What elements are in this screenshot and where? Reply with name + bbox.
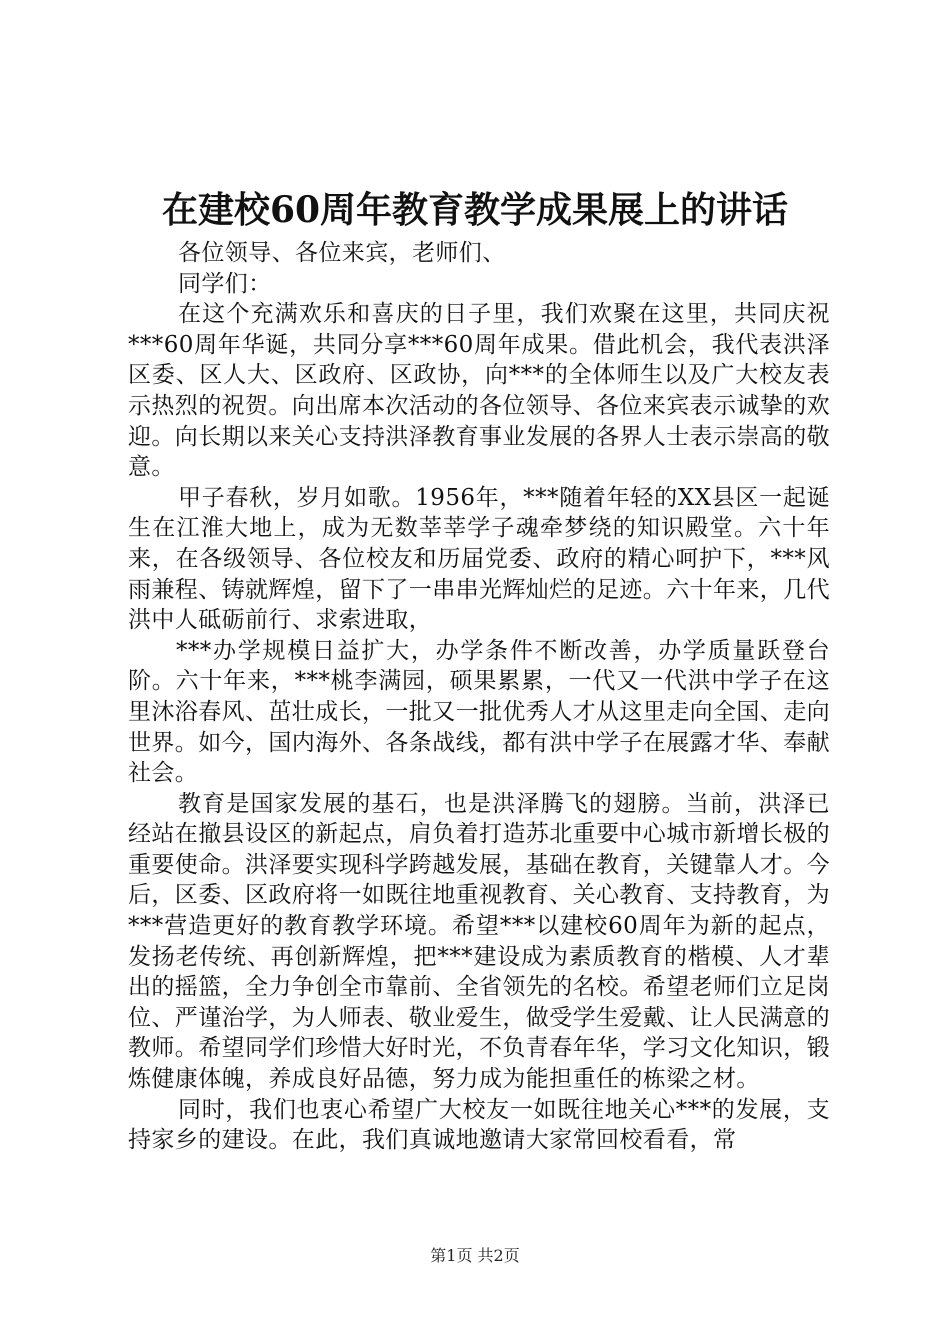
paragraph-5: 同时，我们也衷心希望广大校友一如既往地关心***的发展，支持家乡的建设。在此，我们真诚地邀请大家常回校看看，常 <box>128 1096 830 1154</box>
greeting-line-2: 同学们： <box>178 270 272 297</box>
document-body <box>128 238 830 1156</box>
paragraph-3: ***办学规模日益扩大，办学条件不断改善，办学质量跃登台阶。六十年来，***桃李满园，硕果累累，一代又一代洪中学子在这里沐浴春风、茁壮成长，一批又一批优秀人才从这里走向全国、走向世界。如今，国内海外、各条战线，都有洪中学子在展露才华、奉献社会。 <box>128 637 830 787</box>
page-number-footer: 第1页 共2页 <box>430 1246 520 1265</box>
paragraph-2: 甲子春秋，岁月如歌。1956年，***随着年轻的XX县区一起诞生在江淮大地上，成为无数莘莘学子魂牵梦绕的知识殿堂。六十年来，在各级领导、各位校友和历届党委、政府的精心呵护下，***风雨兼程、铸就辉煌，留下了一串串光辉灿烂的足迹。六十年来，几代洪中人砥砺前行、求索进取， <box>128 484 830 634</box>
paragraph-1: 在这个充满欢乐和喜庆的日子里，我们欢聚在这里，共同庆祝***60周年华诞，共同分享***60周年成果。借此机会，我代表洪泽区委、区人大、区政府、区政协，向***的全体师生以及广大校友表示热烈的祝贺。向出席本次活动的各位领导、各位来宾表示诚挚的欢迎。向长期以来关心支持洪泽教育事业发展的各界人士表示崇高的敬意。 <box>128 301 830 481</box>
greeting-line-1: 各位领导、各位来宾，老师们、 <box>178 240 506 266</box>
paragraph-4: 教育是国家发展的基石，也是洪泽腾飞的翅膀。当前，洪泽已经站在撤县设区的新起点，肩负着打造苏北重要中心城市新增长极的重要使命。洪泽要实现科学跨越发展，基础在教育，关键靠人才。今后，区委、区政府将一如既往地重视教育、关心教育、支持教育，为***营造更好的教育教学环境。希望***以建校60周年为新的起点，发扬老传统、再创新辉煌，把***建设成为素质教育的楷模、人才辈出的摇篮，全力争创全市靠前、全省领先的名校。希望老师们立足岗位、严谨治学，为人师表、敬业爱生，做受学生爱戴、让人民满意的教师。希望同学们珍惜大好时光，不负青春年华，学习文化知识，锻炼健康体魄，养成良好品德，努力成为能担重任的栋梁之材。 <box>128 790 830 1093</box>
document-title: 在建校60周年教育教学成果展上的讲话 <box>161 189 789 231</box>
